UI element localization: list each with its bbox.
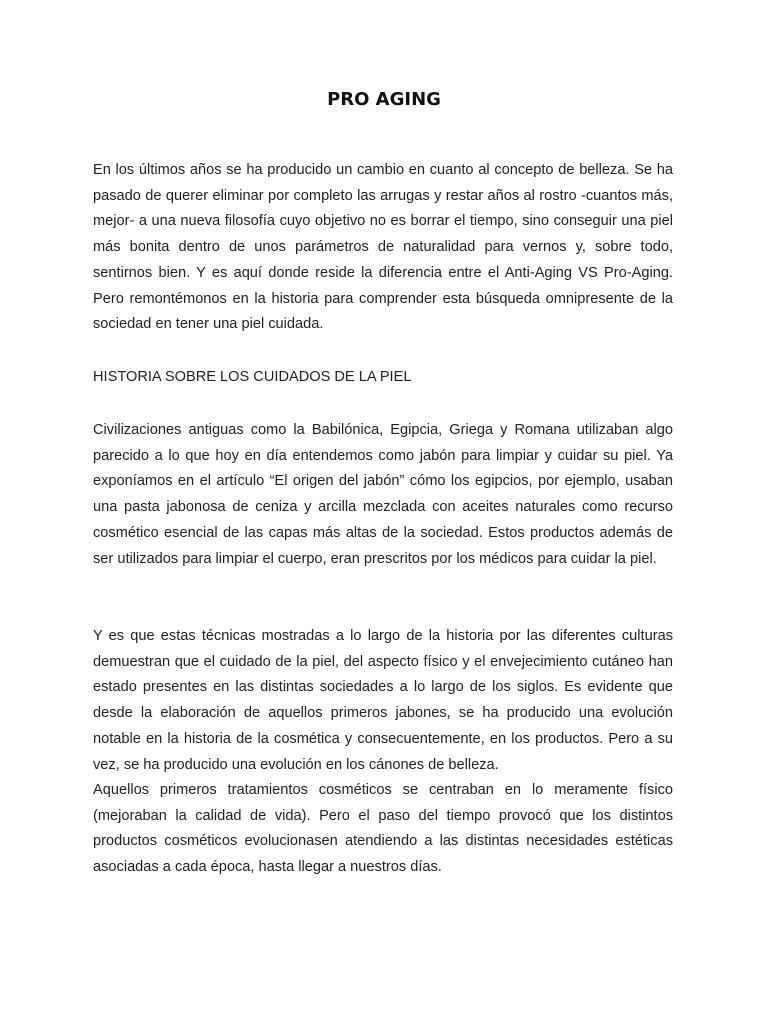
evolution-paragraph: Y es que estas técnicas mostradas a lo largo de la historia por las diferentes culturas demuestran que el cuidado de la piel, del aspecto físico y el envejecimiento cutáneo han estado presentes en las distintas sociedades a lo largo de los siglos. Es evidente que desde la elaboración de aquellos primeros jabones, se ha producido una evolución notable en la historia de la cosmética y consecuentemente, en los productos. Pero a su vez, se ha producido una evolución en los cánones de belleza. — [93, 628, 673, 773]
history-paragraph: Civilizaciones antiguas como la Babilónica, Egipcia, Griega y Romana utilizaban algo parecido a lo que hoy en día entendemos como jabón para limpiar y cuidar su piel. Ya exponíamos en el artículo “El origen del jabón” cómo los egipcios, por ejemplo, usaban una pasta jabonosa de ceniza y arcilla mezclada con aceites naturales como recurso cosmético esencial de las capas más altas de la sociedad. Estos productos además de ser utilizados para limpiar el cuerpo, eran prescritos por los médicos para cuidar la piel. — [93, 422, 673, 567]
page-title: PRO AGING — [327, 89, 441, 110]
section-heading: HISTORIA SOBRE LOS CUIDADOS DE LA PIEL — [93, 369, 412, 385]
intro-paragraph: En los últimos años se ha producido un cambio en cuanto al concepto de belleza. Se ha pasado de querer eliminar por completo las arrugas y restar años al rostro -cuantos más, mejor- a una nueva filosofía cuyo objetivo no es borrar el tiempo, sino conseguir una piel más bonita dentro de unos parámetros de naturalidad para vernos y, sobre todo, sentirnos bien. Y es aquí donde reside la diferencia entre el Anti-Aging VS Pro-Aging. Pero remontémonos en la historia para comprender esta búsqueda omnipresente de la sociedad en tener una piel cuidada. — [93, 162, 673, 333]
cosmetics-paragraph: Aquellos primeros tratamientos cosméticos se centraban en lo meramente físico (mejoraban la calidad de vida). Pero el paso del tiempo provocó que los distintos productos cosméticos evolucionasen atendiendo a las distintas necesidades estéticas asociadas a cada época, hasta llegar a nuestros días. — [93, 782, 673, 876]
